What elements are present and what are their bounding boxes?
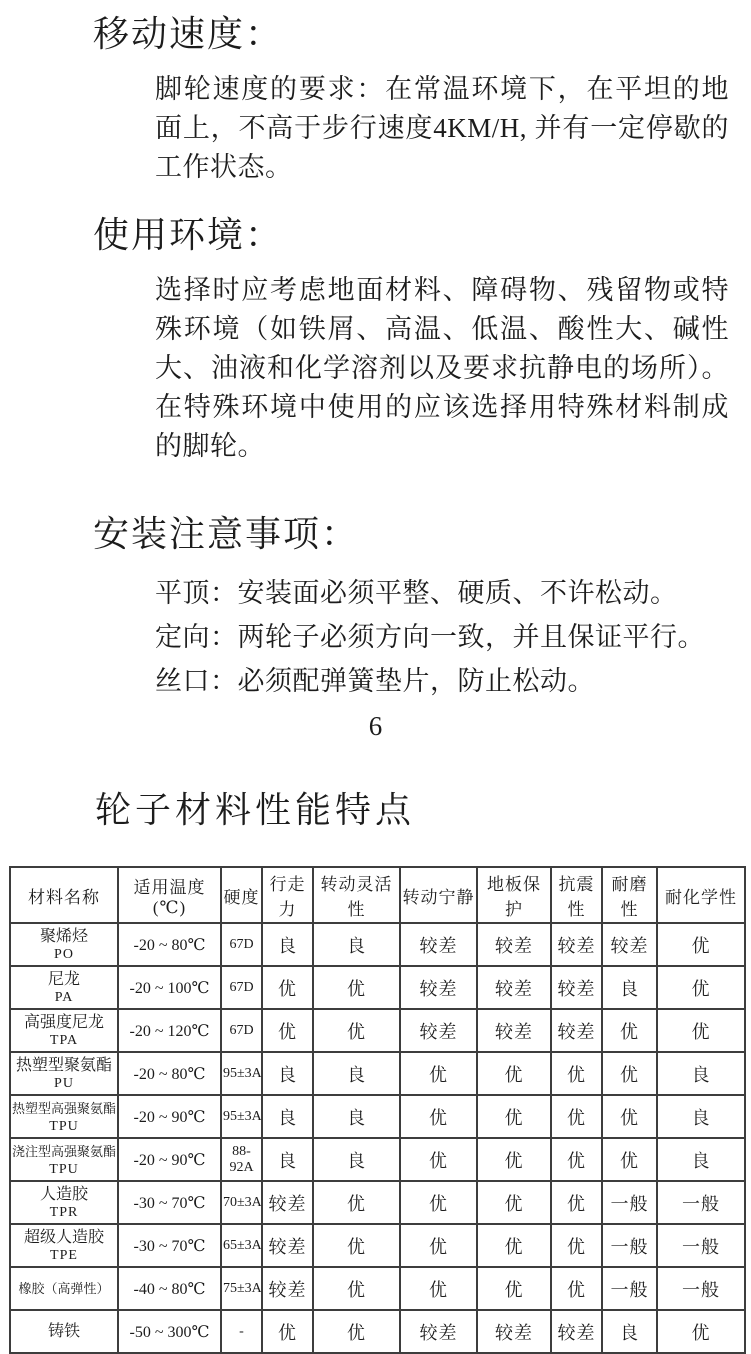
column-header: 行走力 (262, 867, 313, 923)
temperature-range-cell: -20 ~ 90℃ (118, 1138, 221, 1181)
section-heading-moving-speed: 移动速度： (93, 14, 284, 54)
material-name: 浇注型高强聚氨酯 (12, 1143, 117, 1159)
rating-cell: 一般 (602, 1224, 657, 1267)
rating-cell: 优 (477, 1181, 551, 1224)
rating-cell: 较差 (477, 1310, 551, 1353)
rating-cell: 一般 (602, 1267, 657, 1310)
hardness-cell: 95±3A (221, 1095, 262, 1138)
rating-cell: 一般 (657, 1267, 745, 1310)
table-row (10, 966, 745, 1009)
column-header: 硬度 (221, 867, 262, 923)
rating-cell: 较差 (262, 1267, 313, 1310)
table-row (10, 923, 745, 966)
temperature-range-cell: -20 ~ 80℃ (118, 1052, 221, 1095)
material-code: TPU (49, 1118, 79, 1134)
material-name-cell (10, 1009, 118, 1052)
material-name-cell (10, 1181, 118, 1224)
temperature-range-cell: -40 ~ 80℃ (118, 1267, 221, 1310)
rating-cell: 较差 (400, 1310, 477, 1353)
rating-cell: 优 (602, 1095, 657, 1138)
material-name-cell (10, 923, 118, 966)
rating-cell: 优 (657, 966, 745, 1009)
material-name: 高强度尼龙 (23, 1013, 104, 1031)
column-header: 地板保护 (477, 867, 551, 923)
rating-cell: 优 (400, 1224, 477, 1267)
rating-cell: 良 (262, 1052, 313, 1095)
section-heading-installation-notes: 安装注意事项： (93, 514, 360, 554)
table-row (10, 1181, 745, 1224)
material-name: 橡胶（高弹性） (18, 1280, 110, 1296)
material-name-cell (10, 1095, 118, 1138)
rating-cell: 优 (657, 1310, 745, 1353)
usage-environment-paragraph: 选择时应考虑地面材料、障碍物、残留物或特殊环境（如铁屑、高温、低温、酸性大、碱性大、油液和化学溶剂以及要求抗静电的场所）。在特殊环境中使用的应该选择用特殊材料制成的脚轮。 (155, 275, 729, 461)
rating-cell: 优 (400, 1181, 477, 1224)
rating-cell: 较差 (551, 923, 602, 966)
material-name-cell (10, 966, 118, 1009)
rating-cell: 优 (400, 1267, 477, 1310)
section-heading-usage-environment: 使用环境： (93, 215, 284, 255)
rating-cell: 良 (313, 1095, 400, 1138)
rating-cell: 优 (262, 1009, 313, 1052)
hardness-cell: 95±3A (221, 1052, 262, 1095)
temperature-range-cell: -30 ~ 70℃ (118, 1224, 221, 1267)
temperature-range-cell: -20 ~ 80℃ (118, 923, 221, 966)
hardness-cell: 75±3A (221, 1267, 262, 1310)
material-name-cell (10, 1138, 118, 1181)
material-table-head-row (10, 867, 745, 923)
hardness-cell: 67D (221, 1009, 262, 1052)
temperature-range-cell: -30 ~ 70℃ (118, 1181, 221, 1224)
hardness-cell: 88-92A (221, 1138, 262, 1181)
column-header: 耐磨性 (602, 867, 657, 923)
installation-note-threaded: 丝口：必须配弹簧垫片，防止松动。 (155, 666, 595, 696)
column-header: 耐化学性 (657, 867, 745, 923)
installation-note-fixed-direction: 定向：两轮子必须方向一致，并且保证平行。 (155, 622, 705, 652)
rating-cell: 优 (313, 1267, 400, 1310)
rating-cell: 良 (602, 966, 657, 1009)
hardness-cell: 70±3A (221, 1181, 262, 1224)
rating-cell: 较差 (400, 966, 477, 1009)
temperature-range-cell: -20 ~ 90℃ (118, 1095, 221, 1138)
hardness-cell: 67D (221, 923, 262, 966)
rating-cell: 良 (313, 1052, 400, 1095)
material-code: TPE (50, 1247, 78, 1263)
table-row (10, 1267, 745, 1310)
rating-cell: 良 (657, 1052, 745, 1095)
rating-cell: 优 (313, 1009, 400, 1052)
rating-cell: 良 (657, 1095, 745, 1138)
rating-cell: 优 (551, 1181, 602, 1224)
rating-cell: 优 (657, 1009, 745, 1052)
rating-cell: 优 (313, 1310, 400, 1353)
rating-cell: 良 (313, 1138, 400, 1181)
rating-cell: 优 (262, 966, 313, 1009)
rating-cell: 优 (551, 1267, 602, 1310)
rating-cell: 较差 (262, 1181, 313, 1224)
hardness-cell: 67D (221, 966, 262, 1009)
column-header: 材料名称 (10, 867, 118, 923)
material-code: TPR (49, 1204, 79, 1220)
rating-cell: 较差 (551, 1310, 602, 1353)
material-code: PA (54, 989, 74, 1005)
installation-notes-list (155, 571, 729, 703)
rating-cell: 一般 (657, 1181, 745, 1224)
rating-cell: 较差 (262, 1224, 313, 1267)
rating-cell: 优 (477, 1224, 551, 1267)
rating-cell: 优 (551, 1224, 602, 1267)
column-header: 适用温度(℃) (118, 867, 221, 923)
rating-cell: 较差 (477, 923, 551, 966)
rating-cell: 优 (400, 1138, 477, 1181)
column-header: 转动灵活性 (313, 867, 400, 923)
material-name-cell (10, 1310, 118, 1353)
rating-cell: 优 (602, 1009, 657, 1052)
material-code: PU (54, 1075, 74, 1091)
rating-cell: 较差 (602, 923, 657, 966)
rating-cell: 优 (313, 1224, 400, 1267)
material-code: TPA (49, 1032, 79, 1048)
table-title: 轮子材料性能特点 (95, 790, 416, 830)
rating-cell: 一般 (602, 1181, 657, 1224)
rating-cell: 良 (262, 1095, 313, 1138)
rating-cell: 优 (477, 1138, 551, 1181)
rating-cell: 优 (477, 1095, 551, 1138)
material-name: 热塑型聚氨酯 (15, 1056, 112, 1074)
hardness-cell: - (221, 1310, 262, 1353)
material-name: 热塑型高强聚氨酯 (12, 1100, 117, 1116)
material-properties-table (9, 866, 746, 1354)
rating-cell: 较差 (400, 923, 477, 966)
material-name: 尼龙 (47, 970, 80, 988)
installation-note-flat-top: 平顶：安装面必须平整、硬质、不许松动。 (155, 578, 678, 608)
rating-cell: 优 (551, 1052, 602, 1095)
material-name-cell (10, 1267, 118, 1310)
rating-cell: 优 (262, 1310, 313, 1353)
table-row (10, 1224, 745, 1267)
rating-cell: 优 (477, 1052, 551, 1095)
rating-cell: 优 (400, 1052, 477, 1095)
temperature-range-cell: -20 ~ 120℃ (118, 1009, 221, 1052)
table-row (10, 1095, 745, 1138)
rating-cell: 优 (602, 1138, 657, 1181)
material-name: 铸铁 (47, 1322, 80, 1340)
rating-cell: 优 (551, 1095, 602, 1138)
rating-cell: 较差 (551, 966, 602, 1009)
rating-cell: 优 (657, 923, 745, 966)
temperature-range-cell: -20 ~ 100℃ (118, 966, 221, 1009)
page-number: 6 (368, 711, 383, 741)
rating-cell: 一般 (657, 1224, 745, 1267)
material-name: 超级人造胶 (23, 1228, 104, 1246)
material-name: 聚烯烃 (39, 927, 88, 945)
material-table-body (10, 923, 745, 1353)
table-row (10, 1310, 745, 1353)
moving-speed-paragraph: 脚轮速度的要求：在常温环境下，在平坦的地面上，不高于步行速度4KM/H, 并有一定停歇的工作状态。 (155, 74, 729, 182)
rating-cell: 优 (551, 1138, 602, 1181)
column-header: 抗震性 (551, 867, 602, 923)
material-name: 人造胶 (39, 1185, 88, 1203)
rating-cell: 较差 (477, 966, 551, 1009)
rating-cell: 良 (262, 923, 313, 966)
rating-cell: 良 (657, 1138, 745, 1181)
material-name-cell (10, 1224, 118, 1267)
hardness-cell: 65±3A (221, 1224, 262, 1267)
rating-cell: 较差 (551, 1009, 602, 1052)
rating-cell: 良 (602, 1310, 657, 1353)
table-row (10, 1009, 745, 1052)
rating-cell: 较差 (400, 1009, 477, 1052)
rating-cell: 优 (602, 1052, 657, 1095)
temperature-range-cell: -50 ~ 300℃ (118, 1310, 221, 1353)
table-row (10, 1052, 745, 1095)
rating-cell: 优 (313, 966, 400, 1009)
material-code: TPU (49, 1161, 79, 1177)
rating-cell: 较差 (477, 1009, 551, 1052)
rating-cell: 良 (313, 923, 400, 966)
rating-cell: 良 (262, 1138, 313, 1181)
table-row (10, 1138, 745, 1181)
rating-cell: 优 (313, 1181, 400, 1224)
rating-cell: 优 (400, 1095, 477, 1138)
material-name-cell (10, 1052, 118, 1095)
rating-cell: 优 (477, 1267, 551, 1310)
column-header: 转动宁静 (400, 867, 477, 923)
material-code: PO (54, 946, 74, 962)
